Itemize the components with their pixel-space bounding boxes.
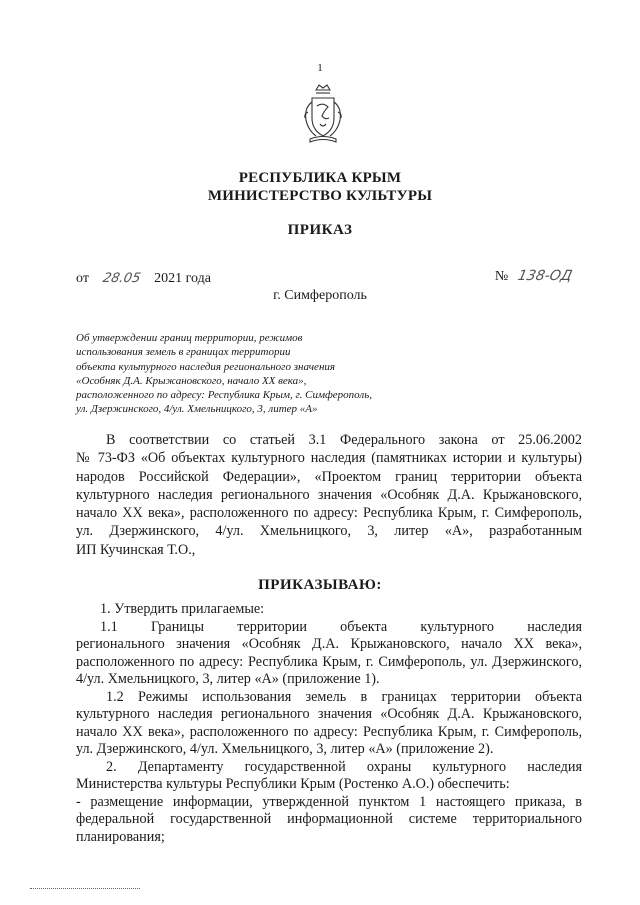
bullet-line: федеральной государственной информационной системе территориального	[76, 811, 582, 827]
subject-line: Об утверждении границ территории, режимов	[76, 332, 303, 344]
order-subject	[76, 331, 496, 417]
item-2-line: 2. Департаменту государственной охраны культурного наследия	[106, 758, 582, 775]
order-directive-heading: ПРИКАЗЫВАЮ:	[258, 577, 382, 593]
item-1-2-line: культурного наследия регионального значения «Особняк Д.А. Крыжановского,	[76, 706, 582, 722]
item-1-1-line: расположенного по адресу: Республика Крым, г. Симферополь, ул. Дзержинского,	[76, 653, 582, 670]
item-1-2-line: ул. Дзержинского, 4/ул. Хмельницкого, 3, литер «А» (приложение 2).	[76, 741, 494, 757]
preamble-line: В соответствии со статьей 3.1 Федерального закона от 25.06.2002	[106, 432, 582, 448]
item-1: 1. Утвердить прилагаемые:	[100, 601, 265, 617]
org-name-ministry: МИНИСТЕРСТВО КУЛЬТУРЫ	[207, 188, 433, 204]
city-name: г. Симферополь	[273, 288, 367, 303]
item-2-line: Министерства культуры Республики Крым (Ростенко А.О.) обеспечить:	[76, 776, 510, 792]
preamble-line: начало XX века», расположенного по адресу: Республика Крым, г. Симферополь,	[76, 505, 582, 522]
subject-line: использования земель в границах территории	[76, 346, 291, 359]
bullet-line: - размещение информации, утвержденной пунктом 1 настоящего приказа, в	[76, 793, 582, 810]
preamble-line: ул. Дзержинского, 4/ул. Хмельницкого, 3, литер «А», разработанным	[76, 523, 582, 540]
bullet-line: планирования;	[76, 828, 165, 845]
crimea-coat-of-arms-emblem	[300, 84, 346, 146]
subject-line: ул. Дзержинского, 4/ул. Хмельницкого, 3, литер «А»	[76, 403, 318, 416]
handwritten-date: 28.05	[101, 271, 142, 286]
item-1-2-line: 1.2 Режимы использования земель в границах территории объекта	[106, 688, 582, 705]
preamble-line: № 73-ФЗ «Об объектах культурного наследия (памятниках истории и культуры)	[76, 450, 582, 467]
footnote-divider	[30, 888, 140, 889]
item-1-1-line: регионального значения «Особняк Д.А. Крыжановского, начало XX века»,	[76, 636, 582, 652]
order-items	[76, 601, 582, 846]
date-prefix: от	[76, 271, 89, 286]
order-number-line	[495, 268, 572, 285]
preamble-paragraph	[76, 431, 582, 559]
handwritten-order-number: 138-ОД	[516, 268, 574, 284]
item-1-2-line: начало XX века», расположенного по адресу: Республика Крым, г. Симферополь,	[76, 723, 582, 740]
date-year: 2021 года	[154, 271, 211, 286]
subject-line: объекта культурного наследия регионального значения	[76, 360, 336, 373]
page-number: 1	[317, 62, 323, 74]
org-name-republic: РЕСПУБЛИКА КРЫМ	[238, 170, 402, 186]
preamble-line: ИП Кучинская Т.О.,	[76, 541, 196, 558]
preamble-line: культурного наследия регионального значения «Особняк Д.А. Крыжановского,	[76, 486, 582, 503]
number-prefix: №	[494, 269, 509, 284]
item-1-1-line: 1.1 Границы территории объекта культурного наследия	[100, 618, 582, 635]
item-1-1-line: 4/ул. Хмельницкого, 3, литер «А» (приложение 1).	[76, 671, 380, 687]
preamble-line: народов Российской Федерации», «Проектом границ территории объекта	[76, 468, 582, 485]
order-date-line	[76, 271, 211, 287]
subject-line: расположенного по адресу: Республика Крым, г. Симферополь,	[76, 389, 372, 402]
document-type-title: ПРИКАЗ	[287, 222, 353, 238]
subject-line: «Особняк Д.А. Крыжановского, начало XX века»,	[76, 374, 307, 387]
